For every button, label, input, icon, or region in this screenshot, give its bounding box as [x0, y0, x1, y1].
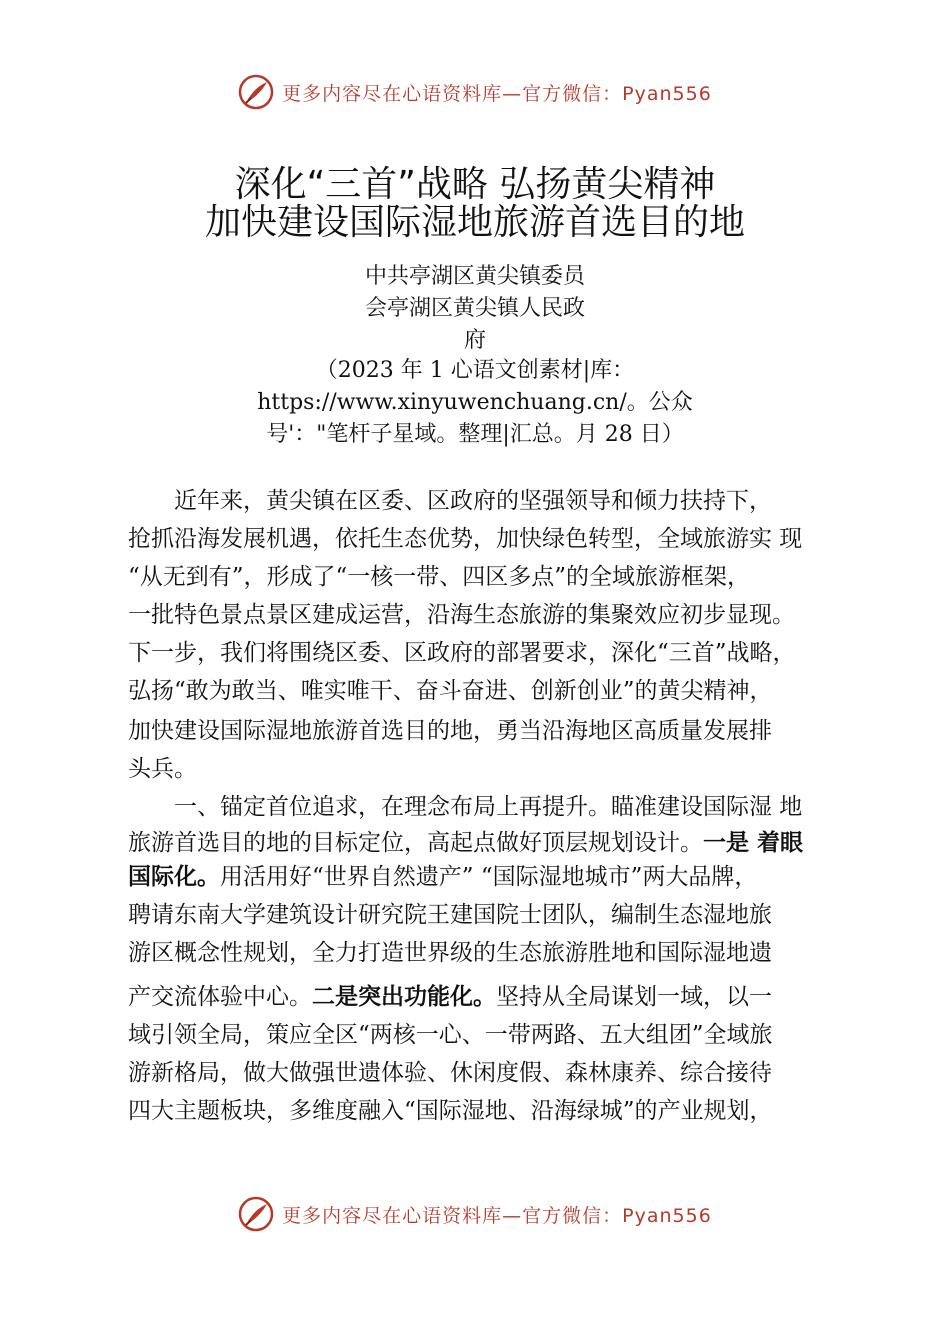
paragraph-2-line: 一、锚定首位追求，在理念布局上再提升。瞄准建设国际湿 地	[128, 794, 803, 820]
document-title-line-1: 深化“三首”战略 弘扬黄尖精神	[234, 164, 716, 205]
paragraph-2-text: 旅游首选目的地的目标定位，高起点做好顶层规划设计。	[128, 830, 703, 856]
paragraph-1-line: 加快建设国际湿地旅游首选目的地，勇当沿海地区高质量发展排	[128, 718, 772, 744]
paragraph-1-line: 弘扬“敢为敢当、唯实唯干、奋斗奋进、创新创业”的黄尖精神，	[128, 678, 773, 704]
banner-text: 更多内容尽在心语资料库—官方微信：Pyan556	[282, 1204, 712, 1227]
feather-pen-logo-icon	[238, 74, 274, 110]
paragraph-2-line: 游新格局，做大做强世遗体验、休闲度假、森林康养、综合接待	[128, 1060, 772, 1086]
author-line-6: 号'："笔杆子星域。整理|汇总。月 28 日）	[266, 422, 684, 447]
paragraph-2-line: 域引领全局，策应全区“两核一心、一带两路、五大组团”全域旅	[128, 1022, 773, 1048]
author-line-1: 中共亭湖区黄尖镇委员	[364, 264, 585, 289]
author-line-2: 会亭湖区黄尖镇人民政	[364, 296, 585, 321]
paragraph-2-line	[128, 860, 858, 895]
header-banner	[0, 72, 950, 112]
emphasis-text: 一是 着眼	[703, 830, 804, 856]
paragraph-1-line: 抢抓沿海发展机遇，依托生态优势，加快绿色转型，全域旅游实 现	[128, 526, 803, 552]
paragraph-2-line: 四大主题板块，多维度融入“国际湿地、沿海绿城”的产业规划，	[128, 1098, 773, 1124]
paragraph-2-line: 游区概念性规划，全力打造世界级的生态旅游胜地和国际湿地遗	[128, 940, 772, 966]
emphasis-text: 二是突出功能化。	[312, 984, 496, 1010]
paragraph-2-line: 聘请东南大学建筑设计研究院王建国院士团队，编制生态湿地旅	[128, 902, 772, 928]
paragraph-1-line: 头兵。	[128, 756, 197, 782]
paragraph-2-line	[128, 980, 858, 1015]
author-line-4: （2023 年 1 心语文创素材|库：	[315, 358, 635, 383]
footer-banner	[0, 1194, 950, 1234]
document-title-line-2: 加快建设国际湿地旅游首选目的地	[204, 202, 745, 243]
paragraph-1-line: “从无到有”，形成了“一核一带、四区多点”的全域旅游框架，	[128, 564, 751, 590]
paragraph-2-text: 用活用好“世界自然遗产” “国际湿地城市”两大品牌，	[220, 864, 758, 890]
paragraph-2-line	[128, 826, 858, 861]
banner-text: 更多内容尽在心语资料库—官方微信：Pyan556	[282, 82, 712, 105]
paragraph-1-line: 一批特色景点景区建成运营，沿海生态旅游的集聚效应初步显现。	[128, 602, 795, 628]
paragraph-1-line: 下一步，我们将围绕区委、区政府的部署要求，深化“三首”战略，	[128, 640, 796, 666]
emphasis-text: 国际化。	[128, 864, 220, 890]
author-line-3: 府	[463, 328, 486, 353]
paragraph-1-line: 近年来，黄尖镇在区委、区政府的坚强领导和倾力扶持下，	[128, 488, 772, 514]
feather-pen-logo-icon	[238, 1196, 274, 1232]
author-line-5: https://www.xinyuwenchuang.cn/。公众	[257, 390, 693, 415]
paragraph-2-text: 产交流体验中心。	[128, 984, 312, 1010]
paragraph-2-text: 坚持从全局谋划一域，以一	[496, 984, 772, 1010]
